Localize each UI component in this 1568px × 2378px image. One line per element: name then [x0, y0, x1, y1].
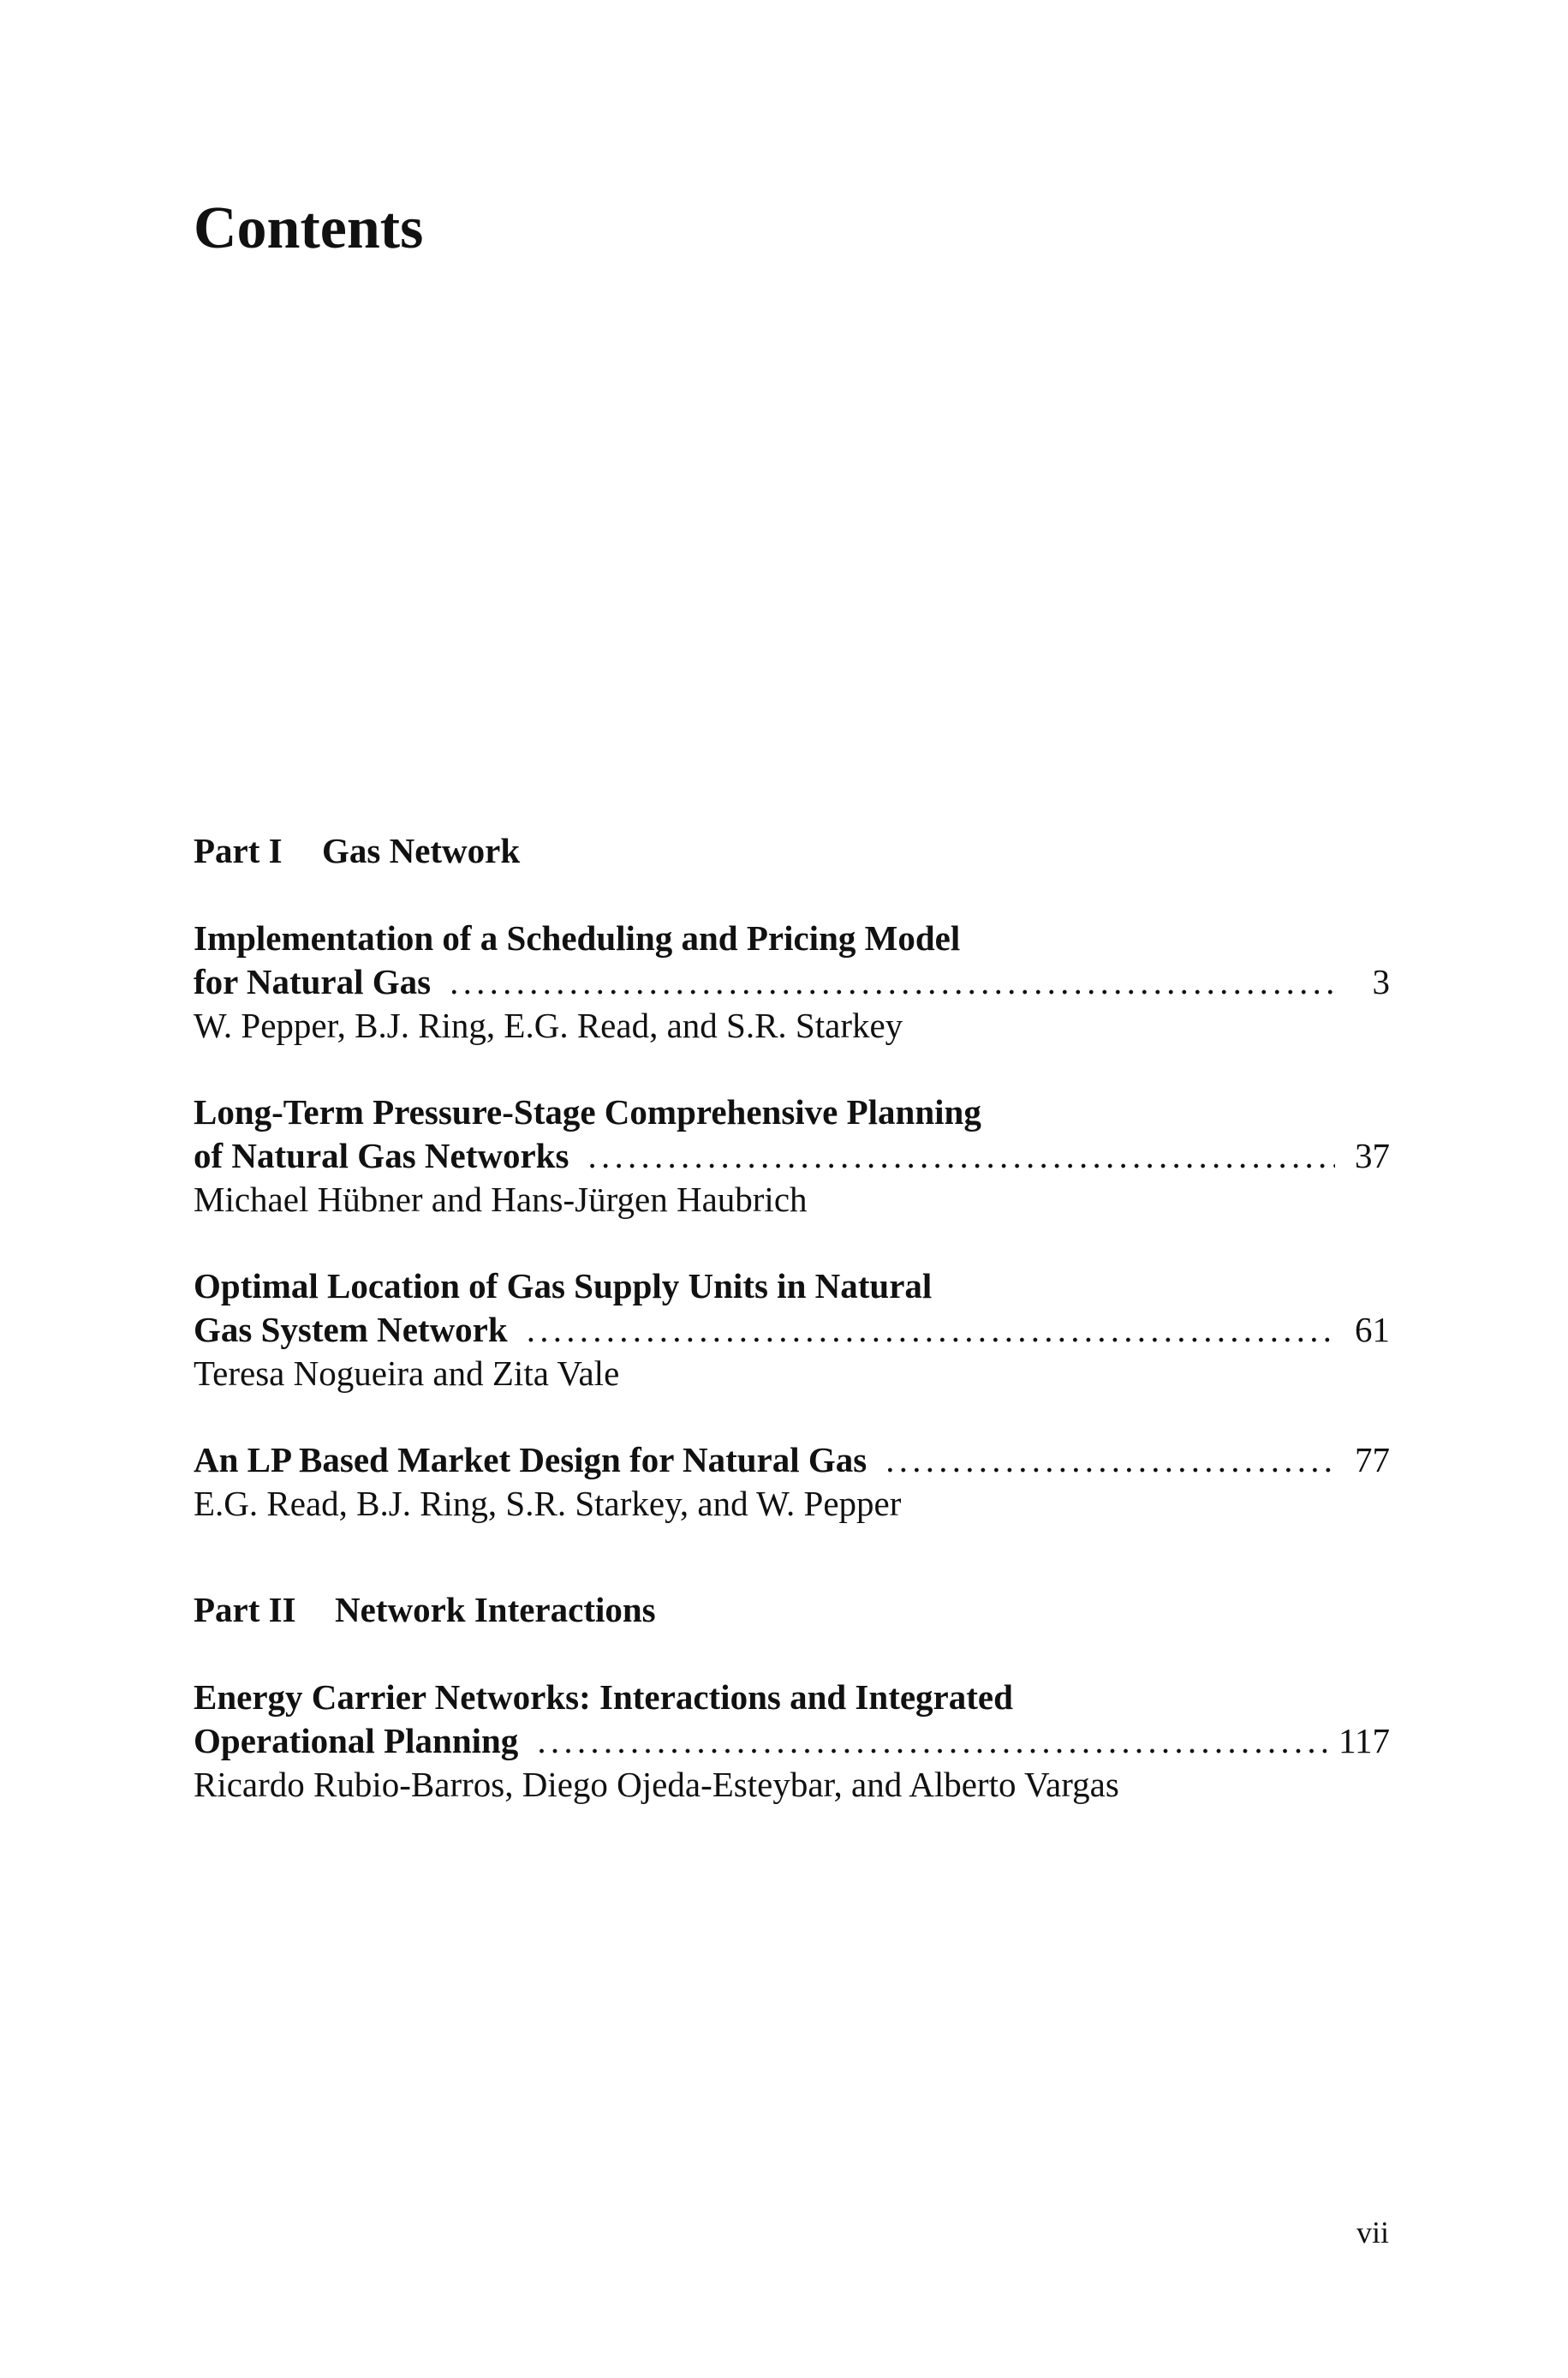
dot-leader	[537, 1719, 1327, 1763]
entry-title-line: of Natural Gas Networks	[194, 1136, 569, 1175]
toc-entry[interactable]	[194, 1438, 1390, 1526]
entry-lead-line	[194, 1308, 1390, 1352]
entry-page-number: 77	[1355, 1440, 1390, 1479]
part-label: Part I	[194, 831, 283, 870]
entry-lead-line	[194, 1134, 1390, 1178]
page-title: Contents	[194, 195, 424, 261]
toc-entry[interactable]	[194, 1676, 1390, 1807]
entry-authors: W. Pepper, B.J. Ring, E.G. Read, and S.R. Starkey	[194, 1006, 903, 1045]
entry-authors: Ricardo Rubio-Barros, Diego Ojeda-Esteybar, and Alberto Vargas	[194, 1765, 1119, 1804]
part-heading	[194, 1588, 1390, 1631]
entry-title-line: Operational Planning	[194, 1721, 519, 1760]
table-of-contents	[194, 829, 1390, 1849]
entry-page-number: 61	[1355, 1310, 1390, 1349]
part-name: Gas Network	[322, 831, 521, 870]
dot-leader	[527, 1308, 1335, 1352]
entry-page-number: 37	[1355, 1136, 1390, 1175]
entry-authors: Teresa Nogueira and Zita Vale	[194, 1353, 620, 1393]
entry-title-line: for Natural Gas	[194, 962, 432, 1001]
entry-title-line: Energy Carrier Networks: Interactions and Integrated	[194, 1677, 1013, 1717]
toc-entry[interactable]	[194, 917, 1390, 1048]
dot-leader	[587, 1134, 1335, 1178]
toc-entry[interactable]	[194, 1090, 1390, 1222]
entry-authors: Michael Hübner and Hans-Jürgen Haubrich	[194, 1180, 808, 1219]
page-number-folio: vii	[1356, 2215, 1389, 2250]
dot-leader	[885, 1438, 1335, 1482]
part-label: Part II	[194, 1590, 296, 1629]
dot-leader	[450, 960, 1335, 1004]
entry-title-line: An LP Based Market Design for Natural Gas	[194, 1440, 867, 1479]
entry-authors: E.G. Read, B.J. Ring, S.R. Starkey, and W. Pepper	[194, 1484, 902, 1523]
entry-title-line: Implementation of a Scheduling and Pricing Model	[194, 918, 961, 958]
entry-title-line: Long-Term Pressure-Stage Comprehensive Planning	[194, 1092, 981, 1132]
part-heading	[194, 829, 1390, 872]
entry-page-number: 117	[1338, 1721, 1390, 1760]
part-name: Network Interactions	[335, 1590, 656, 1629]
entry-title-line: Optimal Location of Gas Supply Units in Natural	[194, 1266, 933, 1306]
toc-entry[interactable]	[194, 1264, 1390, 1395]
entry-lead-line	[194, 960, 1390, 1004]
entry-lead-line	[194, 1719, 1390, 1763]
entry-page-number: 3	[1372, 962, 1390, 1001]
entry-lead-line	[194, 1438, 1390, 1482]
entry-title-line: Gas System Network	[194, 1310, 508, 1349]
